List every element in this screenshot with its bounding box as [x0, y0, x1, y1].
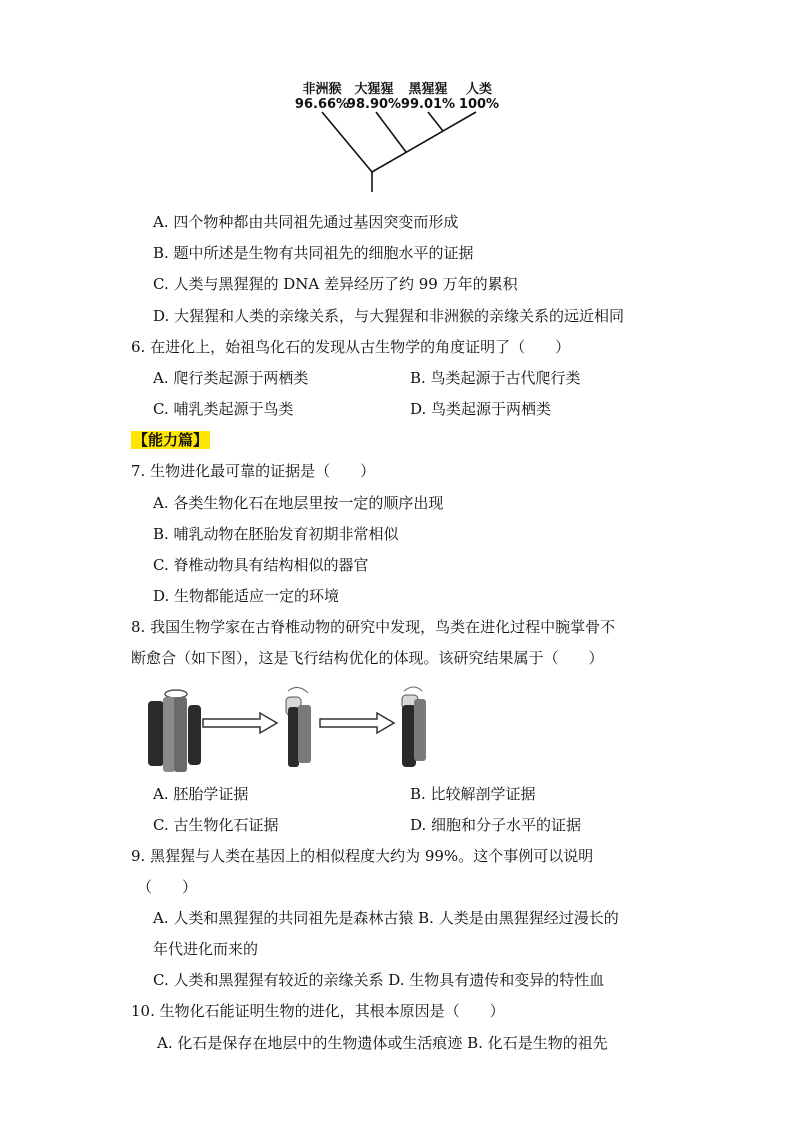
bone-stage-3	[402, 687, 426, 767]
q10-options-ab: A. 化石是保存在地层中的生物遗体或生活痕迹 B. 化石是生物的祖先	[157, 1034, 608, 1052]
tree-label-human: 人类 100%	[458, 82, 500, 112]
tree-label-african-monkey: 非洲猴 96.66%	[294, 82, 350, 112]
q9-stem-line1: 9. 黑猩猩与人类在基因上的相似程度大约为 99%。这个事例可以说明	[131, 847, 594, 865]
q7-option-b: B. 哺乳动物在胚胎发育初期非常相似	[153, 525, 399, 543]
q6-option-d: D. 鸟类起源于两栖类	[410, 400, 552, 418]
q8-option-b: B. 比较解剖学证据	[410, 785, 536, 803]
q8-option-c: C. 古生物化石证据	[153, 816, 279, 834]
q8-stem-line1: 8. 我国生物学家在古脊椎动物的研究中发现，鸟类在进化过程中腕掌骨不	[131, 618, 616, 636]
tree-label-chimpanzee: 黑猩猩 99.01%	[400, 82, 456, 112]
q7-option-a: A. 各类生物化石在地层里按一定的顺序出现	[153, 494, 444, 512]
q5-option-b: B. 题中所述是生物有共同祖先的细胞水平的证据	[153, 244, 474, 262]
q9-stem-line2: （ ）	[137, 878, 198, 896]
arrow-icon-1	[203, 713, 277, 733]
tree-label-gorilla: 大猩猩 98.90%	[346, 82, 402, 112]
q8-stem-line2: 断愈合（如下图），这是飞行结构优化的体现。该研究结果属于（ ）	[131, 649, 604, 667]
q8-option-d: D. 细胞和分子水平的证据	[410, 816, 582, 834]
wrist-bone-fusion-figure	[140, 685, 620, 785]
q6-option-a: A. 爬行类起源于两栖类	[153, 369, 309, 387]
q7-stem: 7. 生物进化最可靠的证据是（ ）	[131, 462, 376, 480]
bone-stage-2	[286, 687, 311, 767]
q5-option-a: A. 四个物种都由共同祖先通过基因突变而形成	[153, 213, 459, 231]
q9-options-cd: C. 人类和黑猩猩有较近的亲缘关系 D. 生物具有遗传和变异的特性血	[153, 971, 605, 989]
q6-option-c: C. 哺乳类起源于鸟类	[153, 400, 294, 418]
q8-option-a: A. 胚胎学证据	[153, 785, 249, 803]
phylogenetic-tree-lines	[0, 0, 794, 200]
q9-options-ab-line2: 年代进化而来的	[153, 940, 259, 958]
q10-stem: 10. 生物化石能证明生物的进化，其根本原因是（ ）	[131, 1002, 505, 1020]
q6-option-b: B. 鸟类起源于古代爬行类	[410, 369, 581, 387]
q7-option-c: C. 脊椎动物具有结构相似的器官	[153, 556, 369, 574]
section-tag: 【能力篇】	[133, 431, 209, 449]
q9-options-ab-line1: A. 人类和黑猩猩的共同祖先是森林古猿 B. 人类是由黑猩猩经过漫长的	[153, 909, 619, 927]
bone-stage-1	[148, 690, 201, 772]
q6-stem: 6. 在进化上，始祖鸟化石的发现从古生物学的角度证明了（ ）	[131, 338, 571, 356]
q5-option-c: C. 人类与黑猩猩的 DNA 差异经历了约 99 万年的累积	[153, 275, 518, 293]
q5-option-d: D. 大猩猩和人类的亲缘关系，与大猩猩和非洲猴的亲缘关系的远近相同	[153, 307, 625, 325]
arrow-icon-2	[320, 713, 394, 733]
q7-option-d: D. 生物都能适应一定的环境	[153, 587, 340, 605]
